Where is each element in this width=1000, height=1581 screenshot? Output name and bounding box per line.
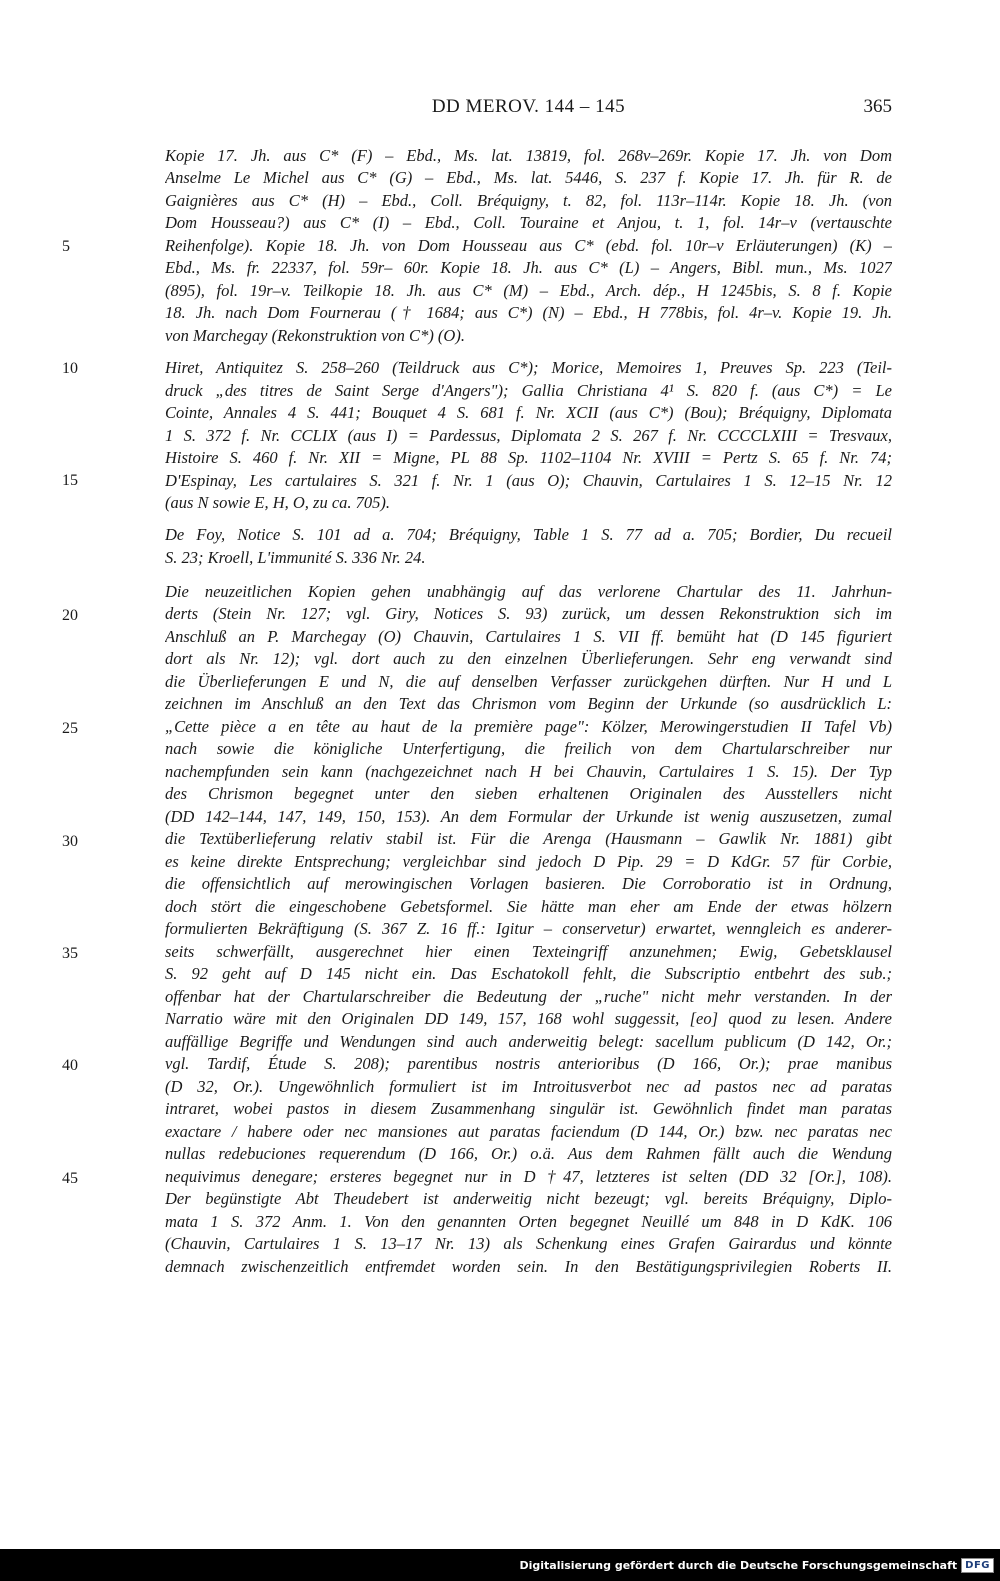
line-number: 20: [62, 607, 78, 624]
text-line: nach sowie die königliche Unterfertigung, die freilich von dem Chartularschreiber nur: [165, 739, 892, 758]
text-line: die Textüberlieferung relativ stabil ist. Für die Arenga (Hausmann – Gawlik Nr. 1881) gibt: [165, 829, 892, 848]
line-number: 10: [62, 360, 78, 377]
text-line: (Chauvin, Cartulaires 1 S. 13–17 Nr. 13) als Schenkung eines Grafen Gairardus und könnte: [165, 1234, 892, 1253]
line-number: 40: [62, 1057, 78, 1074]
text-line: zeichnen im Anschluß an den Text das Chrismon vom Beginn der Urkunde (so ausdrücklich L:: [165, 694, 892, 713]
text-line: demnach zwischenzeitlich entfremdet worden sein. In den Bestätigungsprivilegien Roberts II.: [165, 1257, 892, 1276]
text-line: (D 32, Or.). Ungewöhnlich formuliert ist im Introitusverbot nec ad pastos nec ad paratas: [165, 1077, 892, 1096]
text-line: De Foy, Notice S. 101 ad a. 704; Bréquigny, Table 1 S. 77 ad a. 705; Bordier, Du recueil: [165, 525, 892, 544]
text-line: druck „des titres de Saint Serge d'Angers"); Gallia Christiana 4¹ S. 820 f. (aus C*) = Le: [165, 381, 892, 400]
text-line: doch stört die eingeschobene Gebetsformel. Sie hätte man eher am Ende der etwas hölzern: [165, 897, 892, 916]
text-line: Anschluß an P. Marchegay (O) Chauvin, Cartulaires 1 S. VII ff. bemüht hat (D 145 figuriert: [165, 627, 892, 646]
text-line: Die neuzeitlichen Kopien gehen unabhängig auf das verlorene Chartular des 11. Jahrhun-: [165, 582, 892, 601]
line-number: 15: [62, 472, 78, 489]
text-line: Cointe, Annales 4 S. 441; Bouquet 4 S. 681 f. Nr. XCII (aus C*) (Bou); Bréquigny, Diplomata: [165, 403, 892, 422]
text-line: exactare / habere oder nec mansiones aut paratas faciendum (D 144, Or.) bzw. nec paratas nec: [165, 1122, 892, 1141]
line-number: 35: [62, 945, 78, 962]
running-title: DD MEROV. 144 – 145: [431, 96, 626, 117]
text-line: (895), fol. 19r–v. Teilkopie 18. Jh. aus C* (M) – Ebd., Arch. dép., H 1245bis, S. 8 f. Kopie: [165, 281, 892, 300]
text-line: Histoire S. 460 f. Nr. XII = Migne, PL 88 Sp. 1102–1104 Nr. XVIII = Pertz S. 65 f. Nr. 74;: [165, 448, 892, 467]
text-line: D'Espinay, Les cartulaires S. 321 f. Nr. 1 (aus O); Chauvin, Cartulaires 1 S. 12–15 Nr. 12: [165, 471, 892, 490]
dfg-logo-icon: DFG: [961, 1558, 994, 1573]
text-line: die Überlieferungen E und N, die auf denselben Verfasser zurückgehen dürften. Nur H und L: [165, 672, 892, 691]
text-line: es keine direkte Entsprechung; vergleichbar sind jedoch D Pip. 29 = D KdGr. 57 für Corbie,: [165, 852, 892, 871]
text-line: derts (Stein Nr. 127; vgl. Giry, Notices S. 93) zurück, um dessen Rekonstruktion sich im: [165, 604, 892, 623]
text-line: offenbar hat der Chartularschreiber die Bedeutung der „ruche" nicht mehr verstanden. In der: [165, 987, 892, 1006]
text-line: Hiret, Antiquitez S. 258–260 (Teildruck aus C*); Morice, Memoires 1, Preuves Sp. 223 (Teil-: [165, 358, 892, 377]
text-line: Kopie 17. Jh. aus C* (F) – Ebd., Ms. lat. 13819, fol. 268v–269r. Kopie 17. Jh. von Dom: [165, 146, 892, 165]
line-number: 30: [62, 833, 78, 850]
text-line: 1 S. 372 f. Nr. CCLIX (aus I) = Pardessus, Diplomata 2 S. 267 f. Nr. CCCCLXIII = Tresvaux,: [165, 426, 892, 445]
line-number: 45: [62, 1170, 78, 1187]
text-line: dort als Nr. 12); vgl. dort auch zu den einzelnen Überlieferungen. Sehr eng verwandt sind: [165, 649, 892, 668]
text-line: nequivimus denegare; ersteres begegnet nur in D †47, letzteres ist selten (DD 32 [Or.], 108).: [165, 1167, 892, 1186]
line-number: 5: [62, 238, 70, 255]
text-line: Anselme Le Michel aus C* (G) – Ebd., Ms. lat. 5446, S. 237 f. Kopie 17. Jh. für R. de: [165, 168, 892, 187]
text-line: Reihenfolge). Kopie 18. Jh. von Dom Housseau aus C* (ebd. fol. 10r–v Erläuterungen) (K) –: [165, 236, 892, 255]
page-header: [165, 96, 892, 122]
text-line: Ebd., Ms. fr. 22337, fol. 59r– 60r. Kopie 18. Jh. aus C* (L) – Angers, Bibl. mun., Ms. 1027: [165, 258, 892, 277]
text-line: vgl. Tardif, Étude S. 208); parentibus nostris anterioribus (D 166, Or.); prae manibus: [165, 1054, 892, 1073]
text-line: Narratio wäre mit den Originalen DD 149, 157, 168 wohl suggessit, [eo] quod zu lesen. Andere: [165, 1009, 892, 1028]
footer-credit: Digitalisierung gefördert durch die Deutsche Forschungsgemeinschaft: [519, 1558, 958, 1572]
text-line: des Chrismon begegnet unter den sieben erhaltenen Originalen des Ausstellers nicht: [165, 784, 892, 803]
text-line: die offensichtlich auf merowingischen Vorlagen basieren. Die Corroboratio ist in Ordnung,: [165, 874, 892, 893]
text-line: S. 23; Kroell, L'immunité S. 336 Nr. 24.: [165, 548, 426, 567]
text-line: seits schwerfällt, ausgerechnet hier einen Texteingriff anzunehmen; Ewig, Gebetsklausel: [165, 942, 892, 961]
text-line: S. 92 geht auf D 145 nicht ein. Das Eschatokoll fehlt, die Subscriptio entbehrt des sub.;: [165, 964, 892, 983]
text-line: nullas redebuciones requerendum (D 166, Or.) o.ä. Aus dem Rahmen fällt auch die Wendung: [165, 1144, 892, 1163]
text-line: 18. Jh. nach Dom Fournerau († 1684; aus C*) (N) – Ebd., H 778bis, fol. 4r–v. Kopie 19. Jh.: [165, 303, 892, 322]
text-line: auffällige Begriffe und Wendungen sind auch anderweitig belegt: sacellum publicum (D 142, Or.;: [165, 1032, 892, 1051]
text-line: intraret, wobei pastos in diesem Zusammenhang singulär ist. Gewöhnlich findet man paratas: [165, 1099, 892, 1118]
digitization-footer: [519, 1552, 994, 1578]
text-line: (DD 142–144, 147, 149, 150, 153). An dem Formular der Urkunde ist wenig auszusetzen, zumal: [165, 807, 892, 826]
text-line: mata 1 S. 372 Anm. 1. Von den genannten Orten begegnet Neuillé um 848 in D KdK. 106: [165, 1212, 892, 1231]
text-line: (aus N sowie E, H, O, zu ca. 705).: [165, 493, 391, 512]
line-number: 25: [62, 720, 78, 737]
text-line: Gaignières aus C* (H) – Ebd., Coll. Bréquigny, t. 82, fol. 113r–114r. Kopie 18. Jh. (von: [165, 191, 892, 210]
text-line: formulierten Bekräftigung (S. 367 Z. 16 ff.: Igitur – conservetur) erwartet, wenngleich es anderer-: [165, 919, 892, 938]
page-number: 365: [863, 96, 892, 117]
text-line: von Marchegay (Rekonstruktion von C*) (O).: [165, 326, 465, 345]
text-line: Dom Housseau?) aus C* (I) – Ebd., Coll. Touraine et Anjou, t. 1, fol. 14r–v (vertauschte: [165, 213, 892, 232]
text-line: „Cette pièce a en tête au haut de la première page": Kölzer, Merowingerstudien II Tafel Vb): [165, 717, 892, 736]
text-line: nachempfunden sein kann (nachgezeichnet nach H bei Chauvin, Cartulaires 1 S. 15). Der Typ: [165, 762, 892, 781]
text-line: Der begünstigte Abt Theudebert ist anderweitig nicht bezeugt; vgl. bereits Bréquigny, Diplo-: [165, 1189, 892, 1208]
